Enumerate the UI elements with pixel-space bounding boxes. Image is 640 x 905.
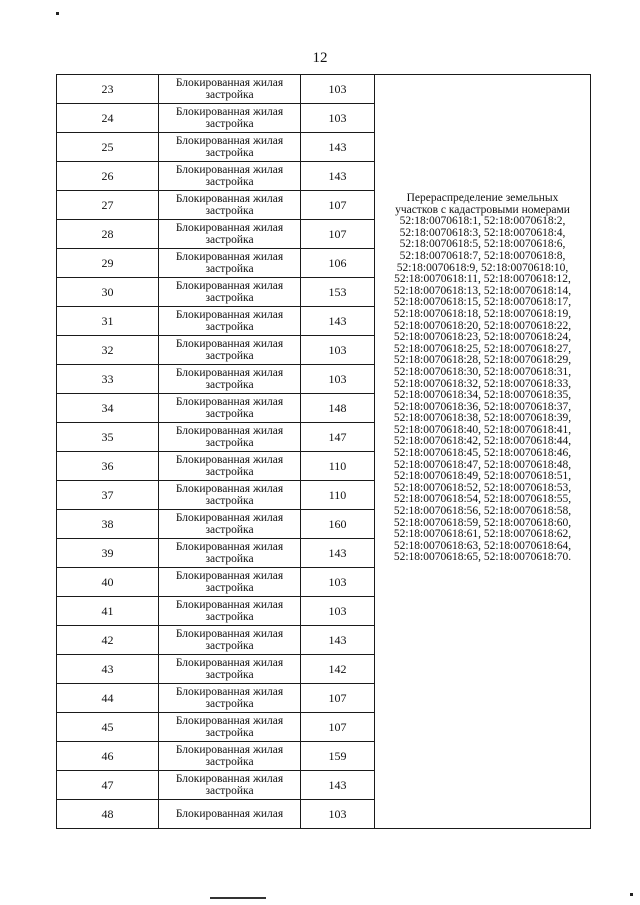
land-use-type: Блокированная жилая застройка <box>159 655 301 684</box>
land-use-type: Блокированная жилая застройка <box>159 771 301 800</box>
parcel-area: 103 <box>301 336 375 365</box>
note-line: 52:18:0070618:56, 52:18:0070618:58, <box>393 505 572 518</box>
note-line: 52:18:0070618:7, 52:18:0070618:8, <box>399 249 566 262</box>
note-line: 52:18:0070618:18, 52:18:0070618:19, <box>393 307 572 320</box>
row-number: 29 <box>57 249 159 278</box>
parcel-area: 103 <box>301 104 375 133</box>
note-line: 52:18:0070618:54, 52:18:0070618:55, <box>393 493 572 506</box>
row-number: 28 <box>57 220 159 249</box>
page-number: 12 <box>312 50 328 66</box>
note-line: 52:18:0070618:30, 52:18:0070618:31, <box>393 365 572 378</box>
parcel-area: 107 <box>301 684 375 713</box>
land-use-type: Блокированная жилая застройка <box>159 684 301 713</box>
row-number: 38 <box>57 510 159 539</box>
note-line: 52:18:0070618:5, 52:18:0070618:6, <box>399 238 566 251</box>
row-number: 42 <box>57 626 159 655</box>
row-number: 33 <box>57 365 159 394</box>
land-use-type: Блокированная жилая застройка <box>159 626 301 655</box>
land-use-type: Блокированная жилая застройка <box>159 452 301 481</box>
note-line: 52:18:0070618:59, 52:18:0070618:60, <box>393 516 572 529</box>
parcel-area: 153 <box>301 278 375 307</box>
parcel-area: 160 <box>301 510 375 539</box>
parcel-area: 103 <box>301 365 375 394</box>
parcel-area: 143 <box>301 771 375 800</box>
scan-mark <box>630 893 633 896</box>
parcel-area: 103 <box>301 597 375 626</box>
parcel-area: 142 <box>301 655 375 684</box>
row-number: 27 <box>57 191 159 220</box>
land-use-type: Блокированная жилая застройка <box>159 162 301 191</box>
land-use-type: Блокированная жилая застройка <box>159 568 301 597</box>
parcel-area: 103 <box>301 568 375 597</box>
land-use-type: Блокированная жилая застройка <box>159 307 301 336</box>
row-number: 34 <box>57 394 159 423</box>
note-line: 52:18:0070618:1, 52:18:0070618:2, <box>399 215 566 228</box>
note-line: 52:18:0070618:38, 52:18:0070618:39, <box>393 412 572 425</box>
note-line: 52:18:0070618:28, 52:18:0070618:29, <box>393 354 572 367</box>
note-line: 52:18:0070618:47, 52:18:0070618:48, <box>393 458 572 471</box>
parcel-area: 107 <box>301 220 375 249</box>
row-number: 26 <box>57 162 159 191</box>
land-use-type: Блокированная жилая <box>159 800 301 829</box>
parcel-area: 110 <box>301 481 375 510</box>
parcel-area: 143 <box>301 162 375 191</box>
row-number: 24 <box>57 104 159 133</box>
redistribution-note <box>375 75 591 829</box>
row-number: 25 <box>57 133 159 162</box>
row-number: 46 <box>57 742 159 771</box>
note-line: 52:18:0070618:3, 52:18:0070618:4, <box>399 226 566 239</box>
note-line: участков с кадастровыми номерами <box>395 203 570 216</box>
row-number: 47 <box>57 771 159 800</box>
row-number: 41 <box>57 597 159 626</box>
note-line: 52:18:0070618:45, 52:18:0070618:46, <box>393 447 572 460</box>
land-use-type: Блокированная жилая застройка <box>159 365 301 394</box>
note-line: 52:18:0070618:11, 52:18:0070618:12, <box>394 273 571 286</box>
row-number: 44 <box>57 684 159 713</box>
note-line: Перераспределение земельных <box>406 192 559 204</box>
note-line: 52:18:0070618:61, 52:18:0070618:62, <box>393 528 572 541</box>
note-line: 52:18:0070618:20, 52:18:0070618:22, <box>393 319 572 332</box>
note-line: 52:18:0070618:40, 52:18:0070618:41, <box>393 423 572 436</box>
row-number: 35 <box>57 423 159 452</box>
land-use-type: Блокированная жилая застройка <box>159 191 301 220</box>
land-use-type: Блокированная жилая застройка <box>159 220 301 249</box>
row-number: 39 <box>57 539 159 568</box>
row-number: 45 <box>57 713 159 742</box>
land-use-type: Блокированная жилая застройка <box>159 336 301 365</box>
land-use-type: Блокированная жилая застройка <box>159 742 301 771</box>
land-use-type: Блокированная жилая застройка <box>159 713 301 742</box>
land-use-type: Блокированная жилая застройка <box>159 481 301 510</box>
parcel-area: 148 <box>301 394 375 423</box>
note-line: 52:18:0070618:32, 52:18:0070618:33, <box>393 377 572 390</box>
land-use-type: Блокированная жилая застройка <box>159 597 301 626</box>
row-number: 23 <box>57 75 159 104</box>
parcel-area: 103 <box>301 75 375 104</box>
note-line: 52:18:0070618:52, 52:18:0070618:53, <box>393 481 572 494</box>
land-use-type: Блокированная жилая застройка <box>159 539 301 568</box>
land-use-type: Блокированная жилая застройка <box>159 510 301 539</box>
note-line: 52:18:0070618:63, 52:18:0070618:64, <box>393 539 572 552</box>
parcel-area: 143 <box>301 626 375 655</box>
land-use-type: Блокированная жилая застройка <box>159 75 301 104</box>
note-line: 52:18:0070618:36, 52:18:0070618:37, <box>393 400 572 413</box>
scan-mark <box>56 12 59 15</box>
parcels-table <box>56 74 591 829</box>
row-number: 36 <box>57 452 159 481</box>
land-use-type: Блокированная жилая застройка <box>159 423 301 452</box>
land-use-type: Блокированная жилая застройка <box>159 249 301 278</box>
note-line: 52:18:0070618:15, 52:18:0070618:17, <box>393 296 572 309</box>
row-number: 48 <box>57 800 159 829</box>
note-line: 52:18:0070618:49, 52:18:0070618:51, <box>393 470 572 483</box>
parcel-area: 103 <box>301 800 375 829</box>
parcel-area: 143 <box>301 133 375 162</box>
row-number: 37 <box>57 481 159 510</box>
note-line: 52:18:0070618:42, 52:18:0070618:44, <box>393 435 572 448</box>
table-row <box>57 75 591 104</box>
parcel-area: 107 <box>301 713 375 742</box>
row-number: 32 <box>57 336 159 365</box>
scan-mark <box>210 897 266 899</box>
row-number: 43 <box>57 655 159 684</box>
parcel-area: 147 <box>301 423 375 452</box>
parcels-table-body <box>57 75 591 829</box>
parcel-area: 159 <box>301 742 375 771</box>
row-number: 40 <box>57 568 159 597</box>
land-use-type: Блокированная жилая застройка <box>159 133 301 162</box>
land-use-type: Блокированная жилая застройка <box>159 394 301 423</box>
note-line: 52:18:0070618:34, 52:18:0070618:35, <box>393 389 572 402</box>
parcel-area: 143 <box>301 539 375 568</box>
note-line: 52:18:0070618:9, 52:18:0070618:10, <box>396 261 569 274</box>
note-line: 52:18:0070618:13, 52:18:0070618:14, <box>393 284 572 297</box>
parcel-area: 107 <box>301 191 375 220</box>
parcel-area: 110 <box>301 452 375 481</box>
parcel-area: 106 <box>301 249 375 278</box>
note-line: 52:18:0070618:25, 52:18:0070618:27, <box>393 342 572 355</box>
row-number: 30 <box>57 278 159 307</box>
note-line: 52:18:0070618:65, 52:18:0070618:70. <box>393 551 572 564</box>
parcel-area: 143 <box>301 307 375 336</box>
row-number: 31 <box>57 307 159 336</box>
land-use-type: Блокированная жилая застройка <box>159 278 301 307</box>
note-line: 52:18:0070618:23, 52:18:0070618:24, <box>393 331 572 344</box>
land-use-type: Блокированная жилая застройка <box>159 104 301 133</box>
